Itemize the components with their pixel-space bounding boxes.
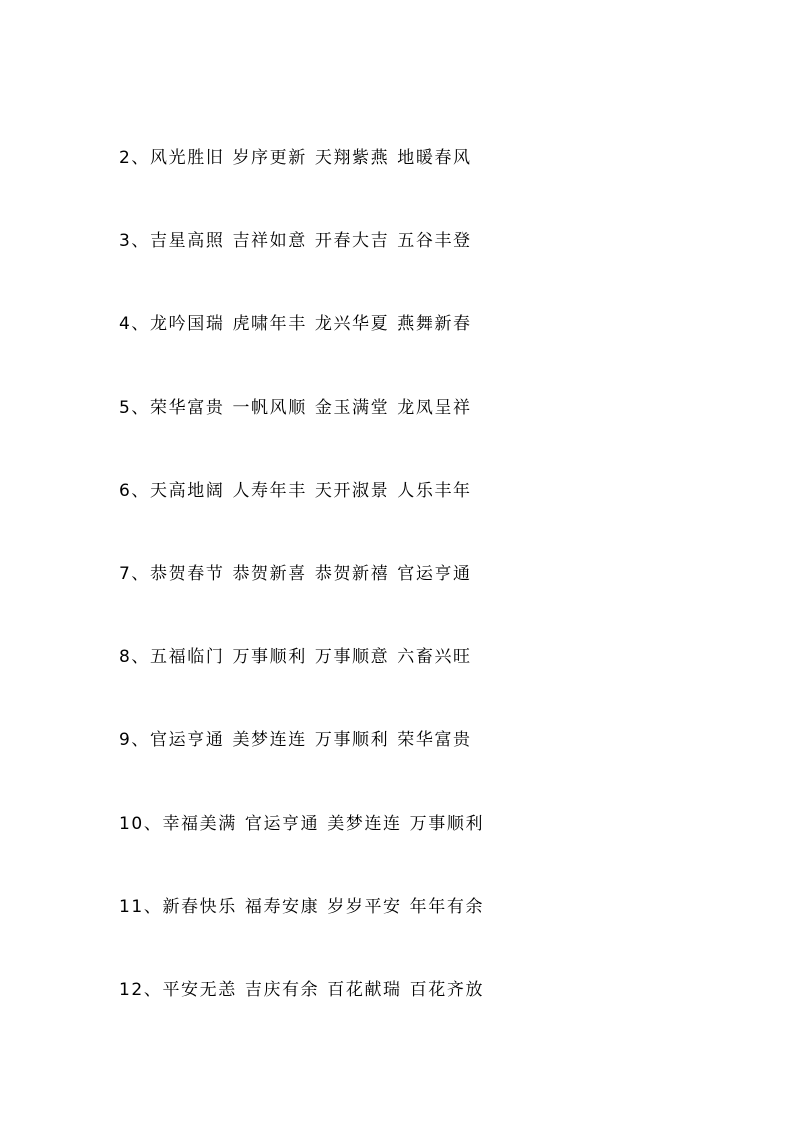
item-number: 10、 [119, 813, 163, 834]
list-item [119, 144, 739, 227]
phrase: 开春大吉 [314, 231, 390, 252]
phrase: 一帆风顺 [232, 397, 307, 418]
list-item [119, 560, 739, 643]
phrase: 吉祥如意 [232, 231, 307, 252]
phrase: 五谷丰登 [397, 231, 472, 252]
phrase: 恭贺新禧 [314, 563, 390, 584]
phrase: 新春快乐 [162, 896, 237, 917]
phrase: 天高地阔 [150, 480, 225, 501]
phrase: 天开淑景 [314, 480, 390, 501]
list-item [119, 477, 739, 560]
phrase: 吉星高照 [150, 231, 225, 252]
phrase: 万事顺意 [314, 647, 390, 668]
phrase: 虎啸年丰 [232, 314, 307, 335]
item-number: 8、 [119, 647, 151, 668]
phrase: 万事顺利 [314, 730, 390, 751]
item-number: 5、 [119, 397, 151, 418]
phrase: 年年有余 [409, 896, 485, 917]
phrase: 六畜兴旺 [397, 647, 472, 668]
list-item [119, 643, 739, 726]
list-item [119, 810, 739, 893]
list-item [119, 394, 739, 477]
phrase: 荣华富贵 [150, 397, 225, 418]
item-number: 6、 [119, 480, 151, 501]
item-number: 2、 [119, 148, 151, 168]
phrase: 恭贺新喜 [232, 563, 307, 584]
greeting-list [119, 144, 739, 1059]
list-item [119, 976, 739, 1059]
phrase: 恭贺春节 [150, 563, 225, 584]
phrase: 风光胜旧 [150, 148, 225, 168]
phrase: 荣华富贵 [397, 730, 472, 751]
list-item [119, 726, 739, 809]
list-item [119, 893, 739, 976]
phrase: 官运亨通 [397, 563, 472, 584]
phrase: 百花献瑞 [327, 979, 402, 1000]
item-number: 9、 [119, 730, 151, 751]
phrase: 岁岁平安 [327, 896, 402, 917]
phrase: 百花齐放 [409, 979, 485, 1000]
phrase: 龙凤呈祥 [397, 397, 472, 418]
phrase: 金玉满堂 [314, 397, 390, 418]
item-number: 11、 [119, 896, 163, 917]
list-item [119, 227, 739, 310]
item-number: 7、 [119, 563, 151, 584]
phrase: 福寿安康 [244, 896, 320, 917]
phrase: 人乐丰年 [397, 480, 472, 501]
phrase: 人寿年丰 [232, 480, 307, 501]
phrase: 官运亨通 [150, 730, 225, 751]
phrase: 龙吟国瑞 [150, 314, 225, 335]
phrase: 吉庆有余 [244, 979, 320, 1000]
item-number: 12、 [119, 979, 163, 1000]
item-number: 3、 [119, 231, 151, 252]
phrase: 五福临门 [150, 647, 225, 668]
phrase: 官运亨通 [244, 813, 320, 834]
phrase: 平安无恙 [162, 979, 237, 1000]
phrase: 天翔紫燕 [314, 148, 390, 168]
phrase: 幸福美满 [162, 813, 237, 834]
phrase: 美梦连连 [327, 813, 402, 834]
phrase: 地暖春风 [397, 148, 472, 168]
phrase: 万事顺利 [232, 647, 307, 668]
phrase: 万事顺利 [409, 813, 485, 834]
item-number: 4、 [119, 314, 151, 335]
phrase: 龙兴华夏 [314, 314, 390, 335]
phrase: 美梦连连 [232, 730, 307, 751]
phrase: 燕舞新春 [397, 314, 472, 335]
phrase: 岁序更新 [232, 148, 307, 168]
list-item [119, 310, 739, 393]
